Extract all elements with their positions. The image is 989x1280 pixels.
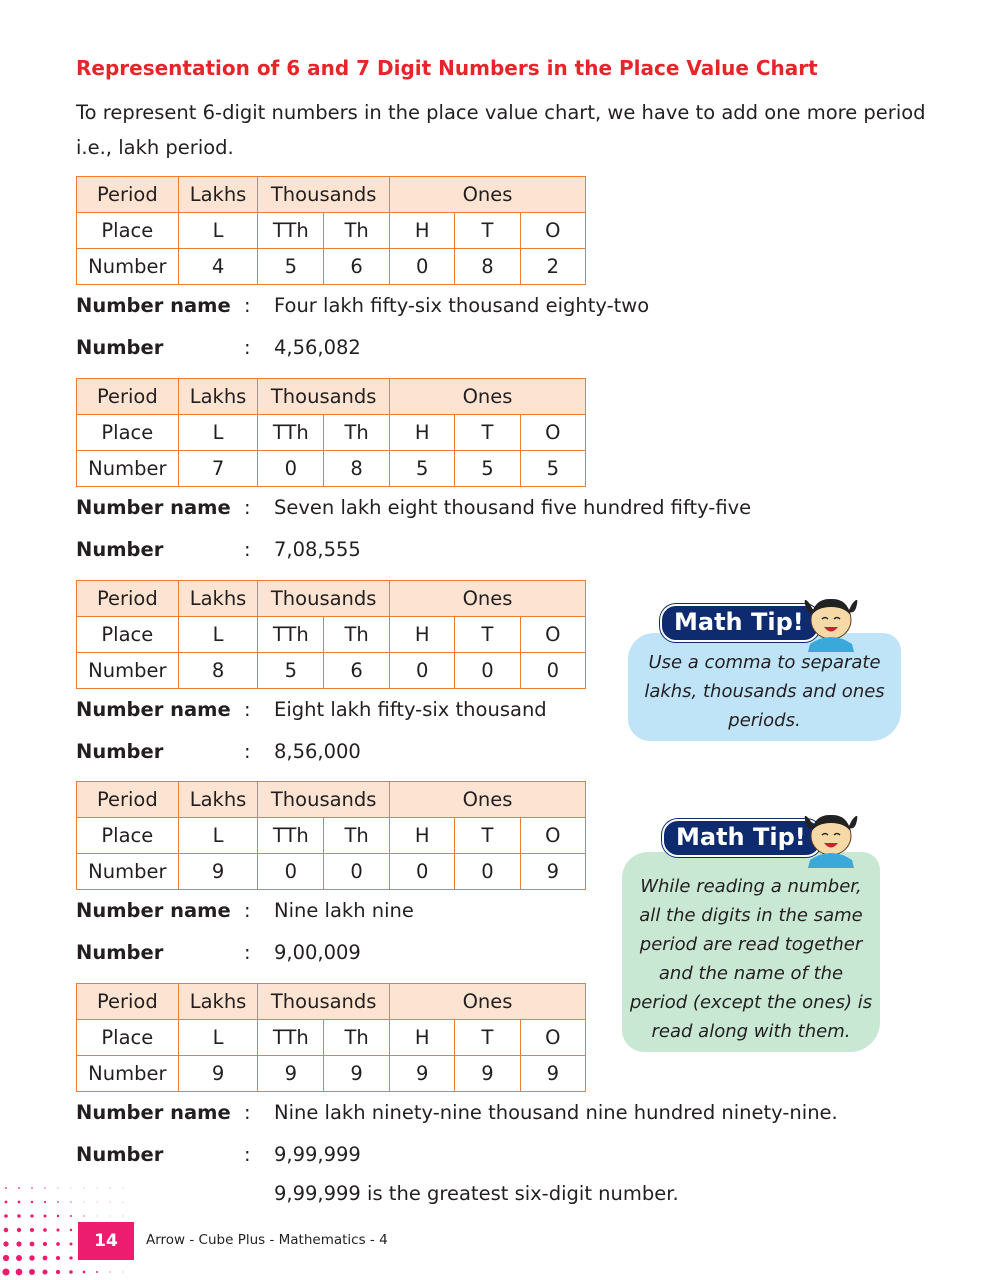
number-name-value: Four lakh fifty-six thousand eighty-two xyxy=(274,294,650,317)
digit-cell: 9 xyxy=(178,1056,258,1092)
digit-cell: 9 xyxy=(390,1056,455,1092)
number-value: 9,00,009 xyxy=(274,941,361,964)
math-tip-box-2 xyxy=(622,852,880,1052)
colon: : xyxy=(244,1101,251,1124)
place-cell: Th xyxy=(324,617,390,653)
dot xyxy=(43,1256,48,1261)
period-lakhs-cell: Lakhs xyxy=(178,379,258,415)
digit-cell: 5 xyxy=(258,653,324,689)
period-ones-cell: Ones xyxy=(390,379,586,415)
dot xyxy=(58,1188,59,1189)
dot xyxy=(123,1202,124,1203)
place-label-cell: Place xyxy=(77,1020,179,1056)
dot xyxy=(44,1187,45,1188)
intro-paragraph: To represent 6-digit numbers in the place value chart, we have to add one more period i.e., lakh period. xyxy=(76,101,926,159)
number-name-label: Number name xyxy=(76,294,231,317)
place-cell: L xyxy=(178,818,258,854)
dot xyxy=(16,1255,22,1261)
digit-cell: 0 xyxy=(520,653,585,689)
dot xyxy=(44,1215,47,1218)
digit-cell: 7 xyxy=(178,451,258,487)
place-label-cell: Place xyxy=(77,617,179,653)
dot xyxy=(110,1202,111,1203)
number-value: 4,56,082 xyxy=(274,336,361,359)
period-ones-cell: Ones xyxy=(390,581,586,617)
dot xyxy=(69,1256,72,1259)
period-lakhs-cell: Lakhs xyxy=(178,782,258,818)
number-name-line xyxy=(76,1101,838,1124)
digit-cell: 6 xyxy=(324,249,390,285)
colon: : xyxy=(244,496,251,519)
period-label-cell: Period xyxy=(77,581,179,617)
dot xyxy=(16,1269,23,1276)
dot xyxy=(123,1188,124,1189)
place-value-table xyxy=(76,176,586,285)
dot xyxy=(5,1187,7,1189)
digit-cell: 5 xyxy=(258,249,324,285)
place-cell: O xyxy=(520,818,585,854)
digit-cell: 9 xyxy=(178,854,258,890)
dot xyxy=(31,1187,33,1189)
dot xyxy=(70,1215,72,1217)
number-line xyxy=(76,941,361,964)
dot xyxy=(3,1255,9,1261)
girl-mascot-icon xyxy=(800,592,862,652)
number-line xyxy=(76,1143,361,1166)
dot xyxy=(17,1214,21,1218)
dot xyxy=(4,1228,8,1232)
number-value: 7,08,555 xyxy=(274,538,361,561)
place-cell: Th xyxy=(324,415,390,451)
period-label-cell: Period xyxy=(77,984,179,1020)
dot xyxy=(42,1269,47,1274)
dot xyxy=(56,1270,60,1274)
dot xyxy=(84,1202,85,1203)
dot xyxy=(30,1242,35,1247)
place-cell: T xyxy=(455,617,520,653)
place-cell: T xyxy=(455,213,520,249)
place-cell: Th xyxy=(324,1020,390,1056)
colon: : xyxy=(244,740,251,763)
period-label-cell: Period xyxy=(77,177,179,213)
number-name-label: Number name xyxy=(76,698,231,721)
number-line xyxy=(76,740,361,763)
dot xyxy=(70,1201,71,1202)
dot xyxy=(83,1271,86,1274)
period-thousands-cell: Thousands xyxy=(258,177,390,213)
dot xyxy=(96,1271,98,1273)
dot xyxy=(43,1228,47,1232)
number-name-line xyxy=(76,294,649,317)
dot xyxy=(84,1188,85,1189)
dot xyxy=(56,1242,60,1246)
dot xyxy=(44,1201,46,1203)
digit-cell: 9 xyxy=(520,854,585,890)
number-name-value: Nine lakh ninety-nine thousand nine hundred ninety-nine. xyxy=(274,1101,838,1124)
dot xyxy=(71,1188,72,1189)
dot xyxy=(123,1216,124,1217)
footer-title: Arrow - Cube Plus - Mathematics - 4 xyxy=(146,1232,388,1248)
dot xyxy=(29,1255,34,1260)
number-name-label: Number name xyxy=(76,1101,231,1124)
colon: : xyxy=(244,336,251,359)
number-name-value: Eight lakh fifty-six thousand xyxy=(274,698,547,721)
place-cell: L xyxy=(178,415,258,451)
number-label-cell: Number xyxy=(77,854,179,890)
dot xyxy=(31,1201,33,1203)
dot xyxy=(18,1187,20,1189)
dot xyxy=(30,1214,33,1217)
number-name-line xyxy=(76,698,547,721)
dot xyxy=(110,1216,111,1217)
colon: : xyxy=(244,899,251,922)
math-tip-badge-1: Math Tip! xyxy=(660,604,820,642)
place-cell: L xyxy=(178,1020,258,1056)
digit-cell: 9 xyxy=(455,1056,520,1092)
digit-cell: 0 xyxy=(390,854,455,890)
place-cell: T xyxy=(455,1020,520,1056)
dot xyxy=(123,1272,124,1273)
place-cell: TTh xyxy=(258,818,324,854)
digit-cell: 0 xyxy=(390,249,455,285)
page-number: 14 xyxy=(78,1222,134,1260)
colon: : xyxy=(244,538,251,561)
dot xyxy=(70,1243,73,1246)
digit-cell: 9 xyxy=(324,1056,390,1092)
period-ones-cell: Ones xyxy=(390,177,586,213)
number-label-cell: Number xyxy=(77,451,179,487)
colon: : xyxy=(244,941,251,964)
place-cell: TTh xyxy=(258,617,324,653)
period-ones-cell: Ones xyxy=(390,782,586,818)
closing-note: 9,99,999 is the greatest six-digit number. xyxy=(274,1182,679,1205)
dot xyxy=(97,1216,98,1217)
place-cell: O xyxy=(520,1020,585,1056)
digit-cell: 0 xyxy=(258,451,324,487)
place-value-table xyxy=(76,983,586,1092)
place-cell: T xyxy=(455,818,520,854)
number-name-value: Nine lakh nine xyxy=(274,899,414,922)
colon: : xyxy=(244,1143,251,1166)
period-lakhs-cell: Lakhs xyxy=(178,177,258,213)
digit-cell: 0 xyxy=(390,653,455,689)
place-label-cell: Place xyxy=(77,818,179,854)
dot xyxy=(70,1229,72,1231)
dot xyxy=(69,1270,73,1274)
dot xyxy=(17,1228,21,1232)
period-thousands-cell: Thousands xyxy=(258,379,390,415)
number-label: Number xyxy=(76,336,164,359)
place-cell: TTh xyxy=(258,415,324,451)
period-label-cell: Period xyxy=(77,379,179,415)
digit-cell: 0 xyxy=(324,854,390,890)
place-cell: O xyxy=(520,213,585,249)
place-cell: T xyxy=(455,415,520,451)
digit-cell: 5 xyxy=(455,451,520,487)
dot xyxy=(43,1242,47,1246)
place-cell: TTh xyxy=(258,1020,324,1056)
place-cell: Th xyxy=(324,818,390,854)
digit-cell: 8 xyxy=(324,451,390,487)
dot xyxy=(4,1214,8,1218)
number-label-cell: Number xyxy=(77,1056,179,1092)
place-cell: H xyxy=(390,213,455,249)
digit-cell: 9 xyxy=(258,1056,324,1092)
period-lakhs-cell: Lakhs xyxy=(178,581,258,617)
place-cell: L xyxy=(178,617,258,653)
math-tip-text-1: Use a comma to separate lakhs, thousands and ones periods. xyxy=(644,652,885,731)
digit-cell: 4 xyxy=(178,249,258,285)
dot xyxy=(56,1228,59,1231)
period-lakhs-cell: Lakhs xyxy=(178,984,258,1020)
digit-cell: 6 xyxy=(324,653,390,689)
digit-cell: 5 xyxy=(390,451,455,487)
digit-cell: 0 xyxy=(455,854,520,890)
number-label: Number xyxy=(76,740,164,763)
place-cell: H xyxy=(390,415,455,451)
dot xyxy=(3,1241,8,1246)
period-thousands-cell: Thousands xyxy=(258,782,390,818)
number-line xyxy=(76,538,361,561)
dot xyxy=(18,1201,21,1204)
math-tip-text-2: While reading a number, all the digits in the same period are read together and the name of the period (except the ones) is read along with them. xyxy=(629,876,873,1042)
number-label: Number xyxy=(76,1143,164,1166)
digit-cell: 8 xyxy=(178,653,258,689)
dot xyxy=(16,1241,21,1246)
place-value-table xyxy=(76,378,586,487)
place-cell: H xyxy=(390,617,455,653)
dot xyxy=(109,1271,110,1272)
page-heading: Representation of 6 and 7 Digit Numbers in the Place Value Chart xyxy=(76,56,818,80)
girl-mascot-icon xyxy=(800,808,862,868)
place-cell: O xyxy=(520,617,585,653)
digit-cell: 2 xyxy=(520,249,585,285)
number-label-cell: Number xyxy=(77,249,179,285)
digit-cell: 0 xyxy=(455,653,520,689)
digit-cell: 5 xyxy=(520,451,585,487)
dot xyxy=(57,1215,59,1217)
dot xyxy=(110,1188,111,1189)
place-cell: H xyxy=(390,818,455,854)
colon: : xyxy=(244,294,251,317)
dot xyxy=(97,1188,98,1189)
period-ones-cell: Ones xyxy=(390,984,586,1020)
number-value: 8,56,000 xyxy=(274,740,361,763)
number-label-cell: Number xyxy=(77,653,179,689)
number-label: Number xyxy=(76,941,164,964)
place-cell: L xyxy=(178,213,258,249)
number-label: Number xyxy=(76,538,164,561)
digit-cell: 0 xyxy=(258,854,324,890)
number-line xyxy=(76,336,361,359)
place-cell: TTh xyxy=(258,213,324,249)
place-label-cell: Place xyxy=(77,213,179,249)
digit-cell: 8 xyxy=(455,249,520,285)
number-name-label: Number name xyxy=(76,496,231,519)
place-value-table xyxy=(76,580,586,689)
dot xyxy=(83,1215,84,1216)
number-name-line xyxy=(76,496,751,519)
place-cell: O xyxy=(520,415,585,451)
place-cell: Th xyxy=(324,213,390,249)
place-value-table xyxy=(76,781,586,890)
place-cell: H xyxy=(390,1020,455,1056)
dot xyxy=(2,1268,9,1275)
digit-cell: 9 xyxy=(520,1056,585,1092)
dot xyxy=(5,1201,8,1204)
dot xyxy=(56,1256,60,1260)
dot xyxy=(57,1201,59,1203)
dot xyxy=(30,1228,34,1232)
dot xyxy=(97,1202,98,1203)
dot xyxy=(29,1269,35,1275)
place-label-cell: Place xyxy=(77,415,179,451)
period-label-cell: Period xyxy=(77,782,179,818)
number-value: 9,99,999 xyxy=(274,1143,361,1166)
colon: : xyxy=(244,698,251,721)
number-name-label: Number name xyxy=(76,899,231,922)
number-name-value: Seven lakh eight thousand five hundred fifty-five xyxy=(274,496,752,519)
period-thousands-cell: Thousands xyxy=(258,984,390,1020)
number-name-line xyxy=(76,899,414,922)
period-thousands-cell: Thousands xyxy=(258,581,390,617)
math-tip-badge-2: Math Tip! xyxy=(662,819,822,857)
